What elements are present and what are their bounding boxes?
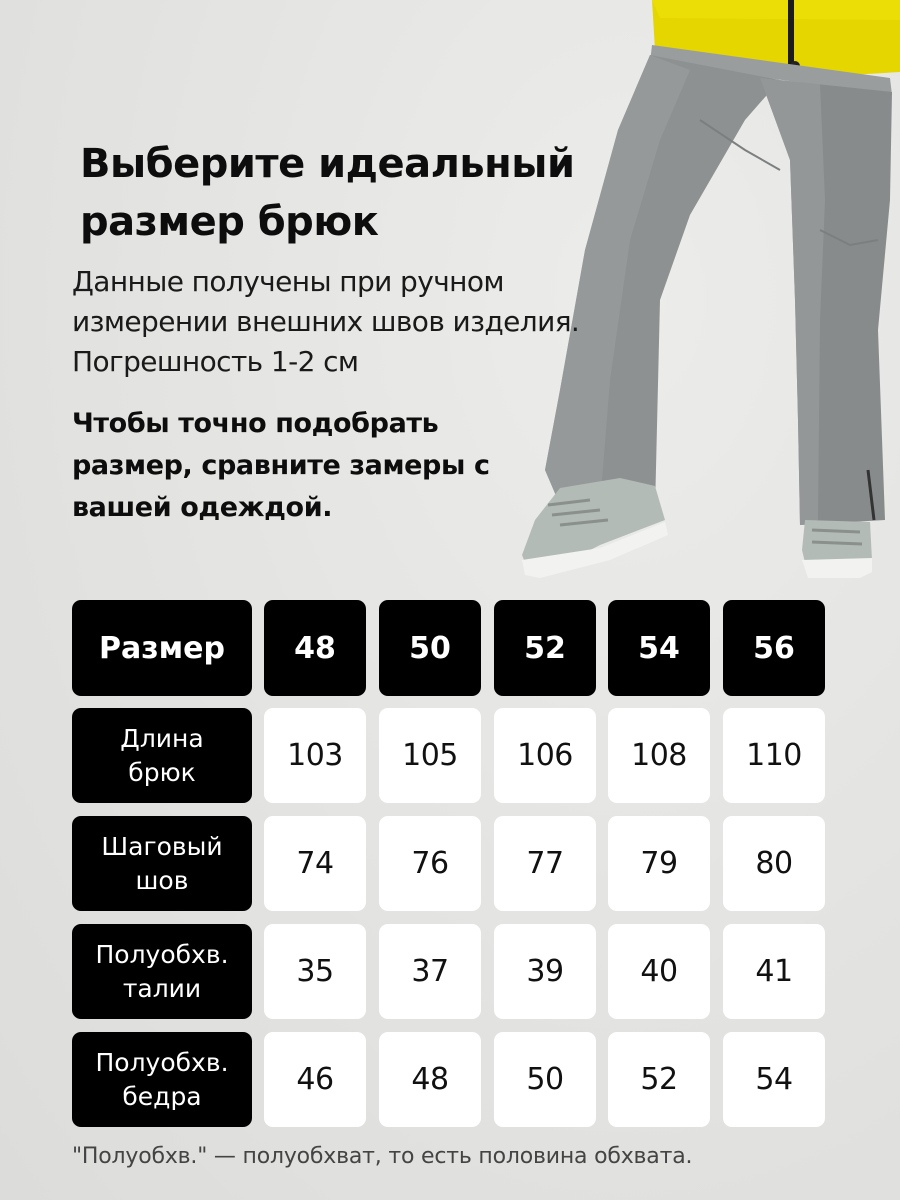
footnote: "Полуобхв." — полуобхват, то есть половина обхвата. bbox=[72, 1144, 693, 1169]
table-cell: 74 bbox=[264, 816, 366, 911]
size-56-header: 56 bbox=[723, 600, 825, 696]
table-cell: 50 bbox=[494, 1032, 596, 1127]
table-cell: 40 bbox=[608, 924, 710, 1019]
table-cell: 35 bbox=[264, 924, 366, 1019]
table-cell: 105 bbox=[379, 708, 481, 803]
table-cell: 41 bbox=[723, 924, 825, 1019]
size-50-header: 50 bbox=[379, 600, 481, 696]
row-label-inseam: Шаговый шов bbox=[72, 816, 252, 911]
table-cell: 110 bbox=[723, 708, 825, 803]
table-cell: 106 bbox=[494, 708, 596, 803]
table-cell: 46 bbox=[264, 1032, 366, 1127]
pants-right-leg bbox=[760, 78, 892, 525]
table-cell: 39 bbox=[494, 924, 596, 1019]
size-header-label: Размер bbox=[72, 600, 252, 696]
table-cell: 103 bbox=[264, 708, 366, 803]
table-cell: 108 bbox=[608, 708, 710, 803]
row-label-half-waist: Полуобхв. талии bbox=[72, 924, 252, 1019]
row-label-pants-length: Длина брюк bbox=[72, 708, 252, 803]
table-cell: 77 bbox=[494, 816, 596, 911]
table-cell: 79 bbox=[608, 816, 710, 911]
table-cell: 80 bbox=[723, 816, 825, 911]
fit-advice: Чтобы точно подобрать размер, сравните замеры с вашей одеждой. bbox=[72, 408, 490, 523]
measurement-note: Данные получены при ручном измерении внешних швов изделия. Погрешность 1-2 см bbox=[72, 265, 580, 378]
row-label-half-hip: Полуобхв. бедра bbox=[72, 1032, 252, 1127]
size-54-header: 54 bbox=[608, 600, 710, 696]
table-cell: 48 bbox=[379, 1032, 481, 1127]
table-cell: 76 bbox=[379, 816, 481, 911]
table-cell: 54 bbox=[723, 1032, 825, 1127]
size-48-header: 48 bbox=[264, 600, 366, 696]
size-52-header: 52 bbox=[494, 600, 596, 696]
page-title: Выберите идеальный размер брюк bbox=[80, 141, 575, 245]
table-cell: 52 bbox=[608, 1032, 710, 1127]
table-cell: 37 bbox=[379, 924, 481, 1019]
